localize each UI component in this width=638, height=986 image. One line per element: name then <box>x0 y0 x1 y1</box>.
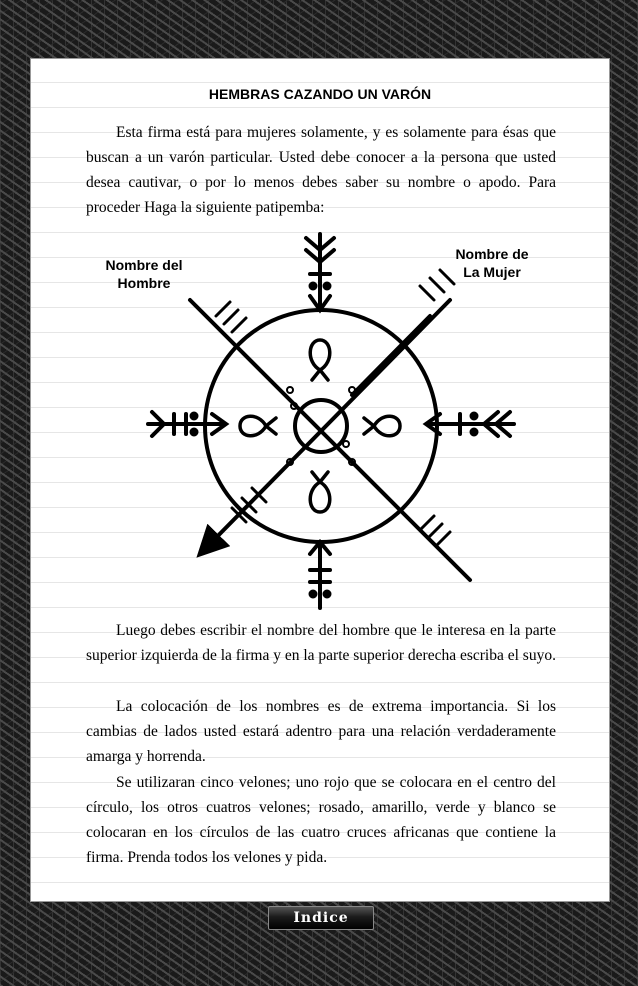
top-arrow <box>306 234 334 310</box>
paragraph-intro: Esta firma está para mujeres solamente, y es solamente para ésas que buscan a un varón particular. Usted debe conocer a la persona que usted desea cautivar, o por lo menos debes saber su nombre o apodo. Para proceder Haga la siguiente patipemba: <box>86 124 556 216</box>
diagonal-upper-arrow <box>352 316 430 395</box>
paragraph-instructions: Luego debes escribir el nombre del hombre que le interesa en la parte superior izquierda de la firma y en la parte superior derecha escriba el suyo. <box>86 622 556 664</box>
label-man-line2: Hombre <box>117 275 171 291</box>
paragraph-candles: Se utilizaran cinco velones; uno rojo que se colocara en el centro del círculo, los otros cuatros velones; rosado, amarillo, verde y blanco se colocaran en los círculos de las cuatro cruces africanas que contiene la firma. Prenda todos los velones y pida. <box>86 774 556 866</box>
right-arrow <box>426 412 514 436</box>
index-button[interactable]: Indice <box>268 906 374 930</box>
patipemba-seal <box>130 230 520 610</box>
label-man-line1: Nombre del <box>105 257 183 273</box>
left-arrow <box>148 412 226 436</box>
page-title: HEMBRAS CAZANDO UN VARÓN <box>208 86 432 102</box>
label-woman-line2: La Mujer <box>463 264 521 280</box>
label-woman-line1: Nombre de <box>455 246 529 262</box>
inner-circle <box>295 400 347 452</box>
document-page <box>30 58 610 902</box>
paragraph-warning: La colocación de los nombres es de extrema importancia. Si los cambias de lados usted estará adentro para una relación verdaderamente amarga y horrenda. <box>86 698 556 765</box>
bottom-arrow <box>310 542 330 608</box>
